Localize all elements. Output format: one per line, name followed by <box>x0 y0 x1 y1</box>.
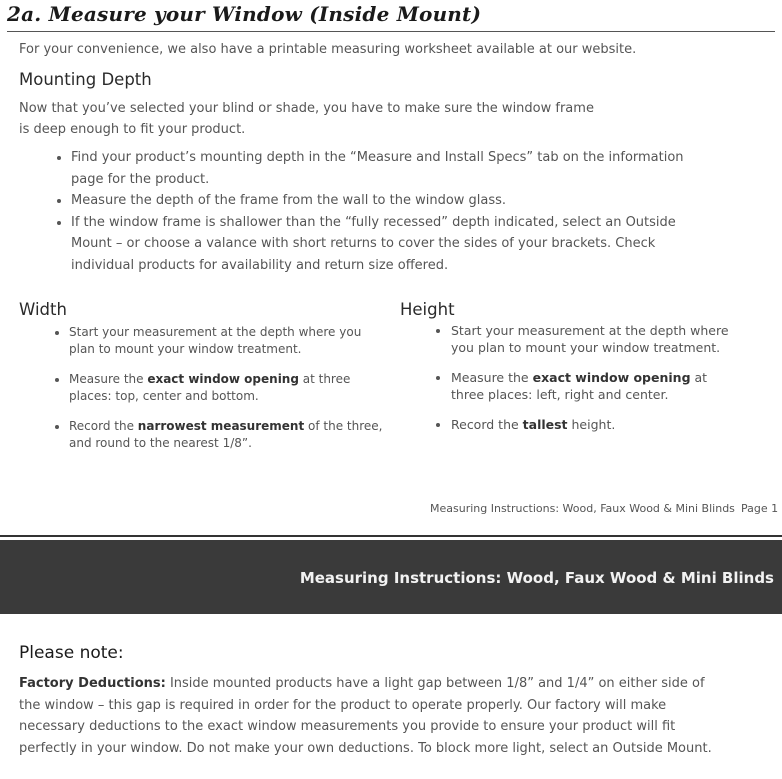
text: Measure the <box>69 372 148 386</box>
note-text: Inside mounted products have a light gap between 1/8” and 1/4” on either side of the window – this gap is required in order for the product to operate properly. Our factory will make necessary deductions to the exact window measurements you provide to ensure your product will fit perfectly in your window. Do not make your own deductions. To block more light, select an Outside Mount. <box>19 676 712 756</box>
banner-title: Measuring Instructions: Wood, Faux Wood & Mini Blinds <box>299 569 774 587</box>
width-list <box>52 324 387 465</box>
intro-text: For your convenience, we also have a printable measuring worksheet available at our website. <box>19 42 637 57</box>
width-heading: Width <box>19 300 67 319</box>
height-heading: Height <box>400 300 455 319</box>
page-title: 2a. Measure your Window (Inside Mount) <box>7 2 482 26</box>
list-item <box>69 371 387 404</box>
list-item <box>69 418 387 451</box>
list-item: • If the window frame is shallower than the “fully recessed” depth indicated, select an Outside Mount – or choose a valance with short returns to cover the sides of your brackets. Check individual products for availability and return size offered. <box>71 212 711 277</box>
mounting-depth-heading: Mounting Depth <box>19 70 152 89</box>
emphasis: exact window opening <box>532 370 691 385</box>
footer-page-number: Page 1 <box>741 502 779 515</box>
text: at three places: top, center and bottom. <box>69 372 351 403</box>
emphasis: exact window opening <box>147 372 299 386</box>
text: Record the <box>69 419 138 433</box>
emphasis: narrowest measurement <box>137 419 305 433</box>
note-heading: Please note: <box>19 643 124 663</box>
text: height. <box>567 417 616 432</box>
mounting-depth-line-1: Now that you’ve selected your blind or shade, you have to make sure the window frame <box>19 101 594 116</box>
mounting-depth-list <box>52 147 711 276</box>
text: Record the <box>451 417 523 432</box>
footer-document-title: Measuring Instructions: Wood, Faux Wood & Mini Blinds <box>430 502 735 515</box>
text: at three places: left, right and center. <box>451 370 708 402</box>
list-item <box>451 370 736 403</box>
page-two-banner <box>0 540 782 614</box>
list-item <box>451 417 736 434</box>
text: of the three, and round to the nearest 1/8”. <box>69 419 383 450</box>
emphasis: tallest <box>522 417 568 432</box>
list-item: • Start your measurement at the depth where you plan to mount your window treatment. <box>451 323 736 356</box>
list-item: • Start your measurement at the depth where you plan to mount your window treatment. <box>69 324 387 357</box>
note-label: Factory Deductions: <box>19 676 166 691</box>
page-separator <box>0 535 782 537</box>
title-rule <box>7 31 775 32</box>
note-paragraph <box>19 673 719 759</box>
list-item: • Find your product’s mounting depth in the “Measure and Install Specs” tab on the information page for the product. <box>71 147 711 190</box>
list-item: • Measure the depth of the frame from the wall to the window glass. <box>71 190 711 212</box>
text: Measure the <box>451 370 533 385</box>
height-list <box>434 323 736 448</box>
mounting-depth-line-2: is deep enough to fit your product. <box>19 122 246 137</box>
